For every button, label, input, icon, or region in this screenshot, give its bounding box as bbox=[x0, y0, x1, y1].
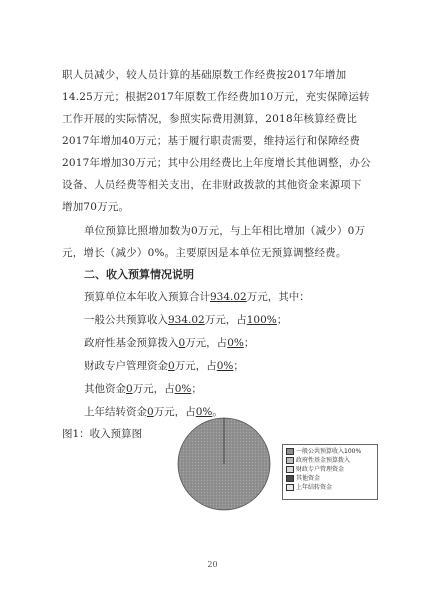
legend-item bbox=[286, 474, 374, 483]
special-account-pct: 0% bbox=[216, 360, 234, 372]
legend-swatch bbox=[286, 475, 294, 482]
other-funds-prefix: 其他资金 bbox=[84, 383, 126, 395]
other-funds-pct: 0% bbox=[174, 383, 192, 395]
legend-swatch bbox=[286, 466, 294, 473]
general-budget-mid: 万元，占 bbox=[204, 314, 247, 326]
income-total-line bbox=[84, 286, 384, 309]
income-total-value: 934.02 bbox=[210, 291, 247, 303]
carryover-pct: 0% bbox=[195, 406, 213, 418]
legend-label: 上年结转资金 bbox=[296, 484, 333, 491]
fund-budget-value: 0 bbox=[178, 337, 186, 349]
general-budget-end: ； bbox=[276, 314, 288, 326]
general-budget-pct: 100% bbox=[246, 314, 277, 326]
fund-budget-prefix: 政府性基金预算拨入 bbox=[84, 337, 179, 349]
legend-item bbox=[286, 456, 374, 465]
body-paragraph-1: 职人员减少，较人员计算的基础原数工作经费按2017年增加14.25万元；根据2017年原数工作经费加10万元，充实保障运转工作开展的实际情况，参照实际费用测算，2018年核算经费比2017年增加40万元；基于履行职责需要，维持运行和保障经费2017年增加30万元；其中公用经费比上年度增长其他调整，办公设备、人员经费等相关支出，在非财政拨款的其他资金来源项下增加70万元。 bbox=[62, 69, 371, 213]
income-pie-chart bbox=[176, 416, 272, 512]
legend-label: 财政专户管理资金 bbox=[296, 466, 345, 473]
income-special-account-line bbox=[84, 355, 384, 378]
body-paragraph-2: 单位预算比照增加数为0万元，与上年相比增加（减少）0万元，增长（减少）0%。主要原因是本单位无预算调整经费。 bbox=[62, 225, 366, 259]
special-account-mid: 万元，占 bbox=[174, 360, 217, 372]
special-account-end: ； bbox=[233, 360, 244, 372]
legend-swatch bbox=[286, 448, 294, 455]
special-account-value: 0 bbox=[168, 360, 175, 372]
legend-label: 政府性基金预算拨入 bbox=[296, 457, 351, 464]
fund-budget-mid: 万元，占 bbox=[185, 337, 228, 349]
special-account-prefix: 财政专户管理资金 bbox=[84, 360, 168, 372]
legend-swatch bbox=[286, 484, 294, 491]
other-funds-value: 0 bbox=[126, 383, 133, 395]
other-funds-end: ； bbox=[191, 383, 202, 395]
pie-svg bbox=[176, 416, 272, 512]
figure-caption: 图1：收入预算图 bbox=[62, 428, 143, 440]
carryover-value: 0 bbox=[147, 406, 154, 418]
legend-item bbox=[286, 483, 374, 492]
legend-item bbox=[286, 447, 374, 456]
legend-label: 一般公共预算收入100% bbox=[296, 448, 362, 455]
income-total-suffix: 万元，其中： bbox=[246, 291, 310, 303]
legend-swatch bbox=[286, 457, 294, 464]
section-heading: 二、收入预算情况说明 bbox=[84, 268, 194, 281]
page-number: 20 bbox=[207, 560, 218, 569]
legend-item bbox=[286, 465, 374, 474]
carryover-mid: 万元，占 bbox=[153, 406, 196, 418]
general-budget-prefix: 一般公共预算收入 bbox=[84, 314, 168, 326]
carryover-prefix: 上年结转资金 bbox=[84, 406, 147, 418]
carryover-end: 。 bbox=[212, 406, 223, 418]
legend-label: 其他资金 bbox=[296, 475, 321, 482]
income-fund-budget-line bbox=[84, 332, 384, 355]
income-other-funds-line bbox=[84, 378, 384, 401]
income-summary bbox=[84, 286, 384, 424]
other-funds-mid: 万元，占 bbox=[132, 383, 175, 395]
income-total-prefix: 预算单位本年收入预算合计 bbox=[84, 291, 210, 303]
income-general-budget-line bbox=[84, 309, 384, 332]
fund-budget-end: ； bbox=[243, 337, 255, 349]
general-budget-value: 934.02 bbox=[168, 314, 205, 326]
fund-budget-pct: 0% bbox=[227, 337, 244, 349]
chart-legend bbox=[282, 444, 378, 500]
